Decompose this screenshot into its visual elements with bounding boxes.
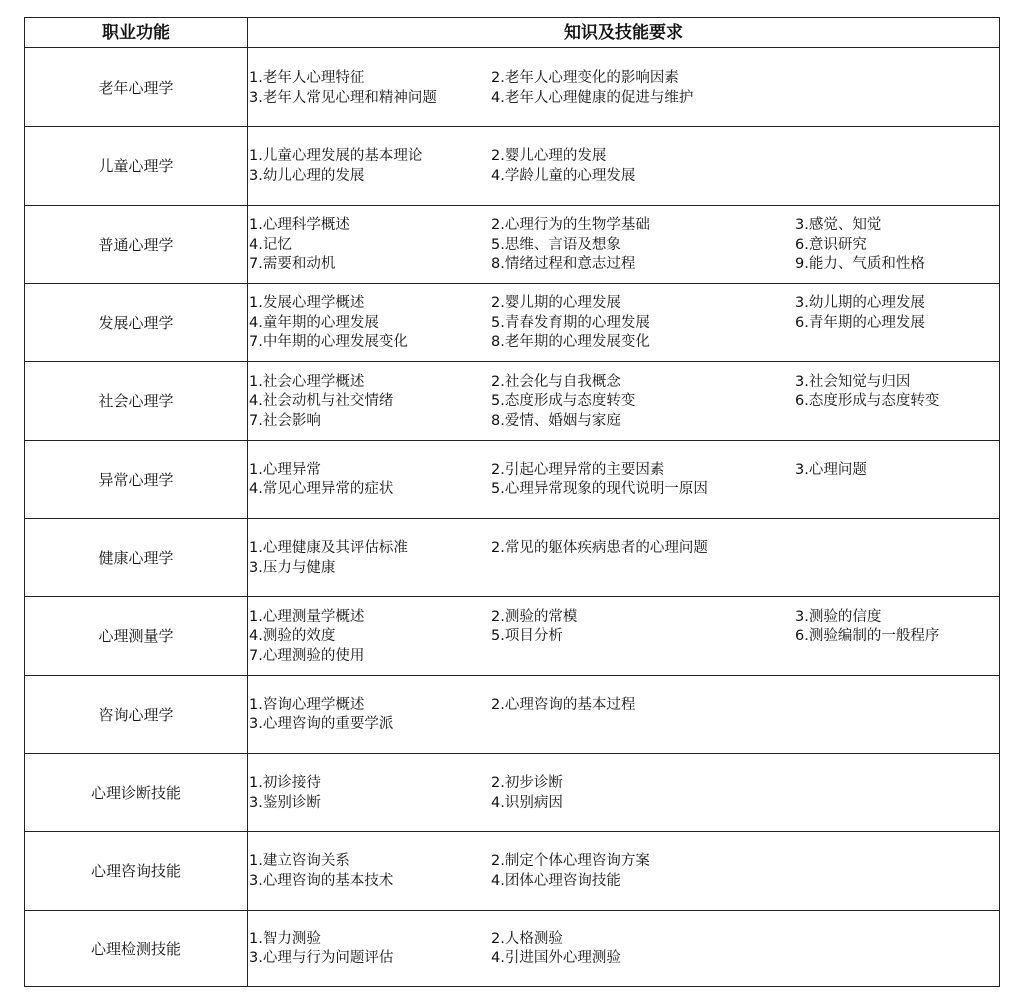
requirement-item: 1.发展心理学概述 (249, 295, 365, 312)
requirement-item: 6.测验编制的一般程序 (795, 628, 940, 645)
function-name: 心理检测技能 (90, 939, 181, 958)
table-row (25, 519, 999, 597)
requirement-item: 3.社会知觉与归因 (795, 373, 911, 390)
function-name: 异常心理学 (98, 470, 174, 489)
function-name: 心理测量学 (98, 627, 174, 646)
requirement-item: 4.识别病因 (491, 794, 563, 811)
requirement-list (249, 127, 999, 204)
function-name: 心理诊断技能 (90, 784, 181, 803)
table-row (25, 754, 999, 832)
requirement-item: 3.幼儿期的心理发展 (795, 295, 925, 312)
requirement-item: 1.心理异常 (249, 461, 321, 478)
function-name: 发展心理学 (98, 314, 174, 333)
requirement-item: 3.幼儿心理的发展 (249, 167, 365, 184)
function-name: 普通心理学 (98, 235, 174, 254)
requirement-item: 7.社会影响 (249, 412, 321, 429)
function-name: 老年心理学 (98, 79, 174, 98)
requirement-list (249, 676, 999, 753)
requirement-item: 2.心理咨询的基本过程 (491, 696, 636, 713)
requirement-list (249, 362, 999, 439)
requirement-item: 1.心理测量学概述 (249, 608, 365, 625)
requirement-item: 2.婴儿期的心理发展 (491, 295, 621, 312)
requirement-item: 3.心理咨询的基本技术 (249, 872, 394, 889)
requirement-list (249, 597, 999, 674)
table-row (25, 49, 999, 127)
header-requirements: 知识及技能要求 (564, 23, 683, 43)
requirement-item: 8.老年期的心理发展变化 (491, 334, 650, 351)
requirement-item: 2.人格测验 (491, 930, 563, 947)
requirement-list (249, 911, 999, 986)
requirement-list (249, 754, 999, 831)
requirement-list (249, 206, 999, 283)
table-row (25, 832, 999, 910)
requirement-item: 4.学龄儿童的心理发展 (491, 167, 636, 184)
requirement-item: 1.心理科学概述 (249, 216, 350, 233)
table-row (25, 676, 999, 754)
header-function: 职业功能 (102, 23, 170, 43)
table-row (25, 597, 999, 675)
function-name: 心理咨询技能 (90, 862, 181, 881)
requirement-item: 6.意识研究 (795, 236, 867, 253)
function-name: 健康心理学 (98, 549, 174, 568)
requirement-list (249, 441, 999, 518)
requirement-item: 2.初步诊断 (491, 775, 563, 791)
requirement-item: 4.记忆 (249, 236, 292, 253)
requirement-item: 3.心理与行为问题评估 (249, 950, 394, 967)
requirement-item: 9.能力、气质和性格 (795, 256, 925, 273)
requirement-item: 5.态度形成与态度转变 (491, 393, 636, 410)
requirement-item: 2.引起心理异常的主要因素 (491, 461, 665, 478)
requirement-item: 1.心理健康及其评估标准 (249, 540, 408, 556)
table-row (25, 284, 999, 362)
requirement-item: 2.心理行为的生物学基础 (491, 216, 650, 233)
requirement-item: 2.老年人心理变化的影响因素 (491, 70, 679, 86)
requirement-item: 8.情绪过程和意志过程 (491, 256, 636, 273)
requirement-list (249, 519, 999, 596)
requirement-item: 3.心理咨询的重要学派 (249, 716, 394, 733)
requirement-item: 7.心理测验的使用 (249, 647, 365, 664)
requirement-item: 3.感觉、知觉 (795, 216, 882, 233)
requirement-item: 5.思维、言语及想象 (491, 236, 621, 253)
requirement-item: 8.爱情、婚姻与家庭 (491, 412, 621, 429)
requirement-item: 4.童年期的心理发展 (249, 314, 379, 331)
requirement-item: 2.测验的常模 (491, 608, 578, 625)
requirement-item: 6.态度形成与态度转变 (795, 393, 940, 410)
function-name: 咨询心理学 (98, 705, 174, 724)
table-row (25, 362, 999, 440)
requirement-item: 3.测验的信度 (795, 608, 882, 625)
requirement-item: 1.老年人心理特征 (249, 70, 365, 86)
requirement-item: 1.儿童心理发展的基本理论 (249, 148, 423, 165)
requirement-item: 2.制定个体心理咨询方案 (491, 853, 650, 870)
requirement-list (249, 49, 999, 126)
requirement-item: 4.老年人心理健康的促进与维护 (491, 89, 694, 106)
requirement-item: 1.智力测验 (249, 930, 321, 947)
table-row (25, 441, 999, 519)
requirement-item: 1.初诊接待 (249, 775, 321, 791)
requirement-item: 4.团体心理咨询技能 (491, 872, 621, 889)
function-name: 儿童心理学 (98, 157, 174, 176)
requirement-item: 4.测验的效度 (249, 628, 336, 645)
requirement-item: 3.鉴别诊断 (249, 794, 321, 811)
requirement-item: 5.青春发育期的心理发展 (491, 314, 650, 331)
requirement-item: 1.咨询心理学概述 (249, 696, 365, 713)
requirement-item: 3.老年人常见心理和精神问题 (249, 89, 437, 106)
requirement-item: 4.常见心理异常的症状 (249, 481, 394, 498)
requirement-item: 3.心理问题 (795, 461, 867, 478)
requirement-item: 5.心理异常现象的现代说明一原因 (491, 481, 708, 498)
requirement-item: 2.常见的躯体疾病患者的心理问题 (491, 540, 708, 556)
requirement-item: 1.社会心理学概述 (249, 373, 365, 390)
table-row (25, 127, 999, 205)
table-header (25, 18, 999, 48)
requirement-item: 7.需要和动机 (249, 256, 336, 273)
requirement-list (249, 284, 999, 361)
skills-table (24, 17, 1000, 987)
requirement-item: 2.社会化与自我概念 (491, 373, 621, 390)
table-row (25, 206, 999, 284)
requirement-item: 4.社会动机与社交情绪 (249, 393, 394, 410)
requirement-item: 4.引进国外心理测验 (491, 950, 621, 967)
requirement-item: 6.青年期的心理发展 (795, 314, 925, 331)
table-row (25, 911, 999, 986)
requirement-item: 1.建立咨询关系 (249, 853, 350, 870)
requirement-item: 3.压力与健康 (249, 559, 336, 576)
requirement-item: 7.中年期的心理发展变化 (249, 334, 408, 351)
function-name: 社会心理学 (98, 392, 174, 411)
requirement-item: 2.婴儿心理的发展 (491, 148, 607, 165)
requirement-item: 5.项目分析 (491, 628, 563, 645)
requirement-list (249, 832, 999, 909)
